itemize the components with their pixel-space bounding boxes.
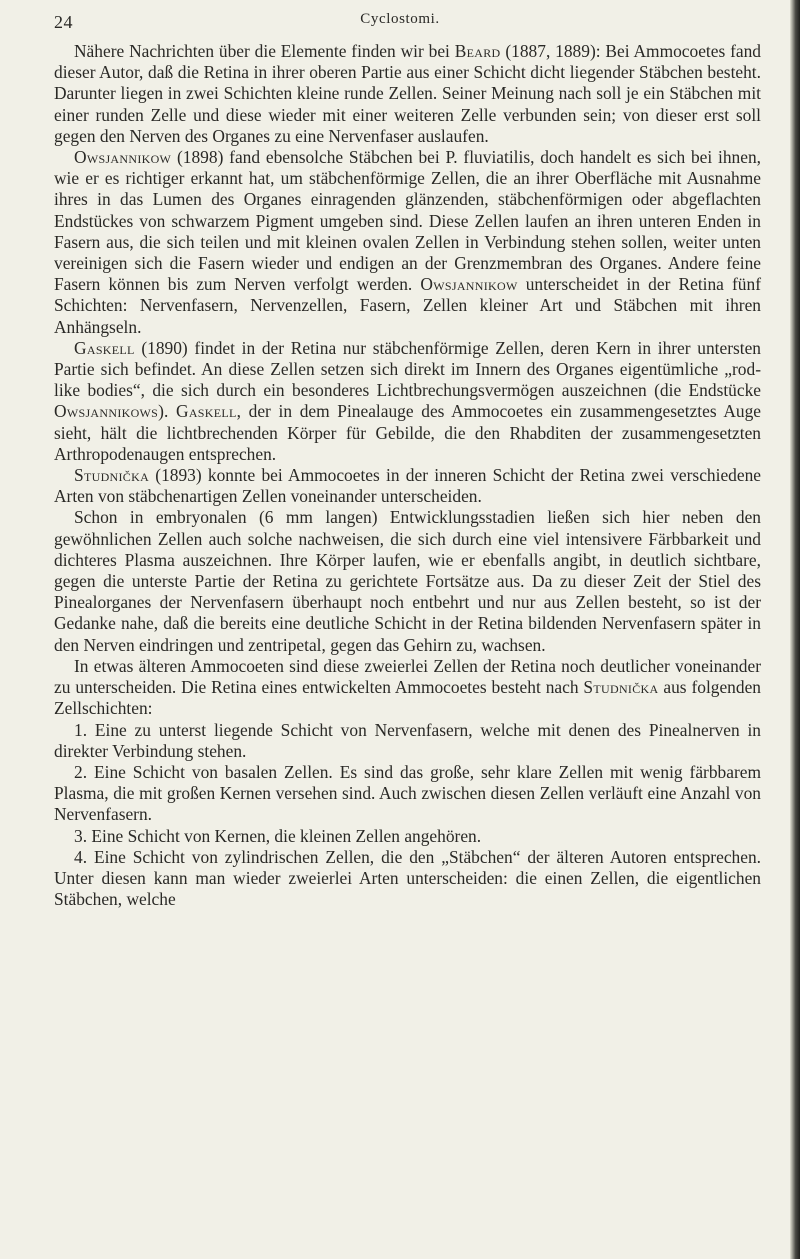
author-name: Owsjannikow [74,147,172,168]
list-item-2: 2. Eine Schicht von basalen Zellen. Es sind das große, sehr klare Zellen mit wenig färbbarem Plasma, die mit großen Kernen versehen sind. Auch zwischen diesen Zellen verläuft eine Anzahl von Nervenfasern. [54,761,761,825]
page-edge-shadow [790,0,800,1259]
author-name: Studnička [74,465,150,486]
paragraph-embryonal: Schon in embryonalen (6 mm langen) Entwicklungsstadien ließen sich hier neben den gewöhnlichen Zellen auch solche nachweisen, die sich durch eine viel intensivere Färbbarkeit und dichteres Plasma auszeichnen. Ihre Körper laufen, wie er ebenfalls angibt, in deutlich sichtbare, gegen die unterste Partie der Retina zu gerichtete Fortsätze aus. Da zu dieser Zeit der Stiel des Pinealorganes der Nervenfasern überhaupt noch entbehrt und nur aus Zellen besteht, so ist der Gedanke nahe, daß die bereits eine deutliche Schicht in der Retina bildenden Nervenfasern später in den Nerven eindringen und zentripetal, gegen das Gehirn zu, wachsen. [54,507,761,655]
page-number: 24 [54,12,73,32]
author-name: Studnička [583,677,659,698]
paragraph-gaskell: Gaskell (1890) findet in der Retina nur stäbchenförmige Zellen, deren Kern in ihrer untersten Partie sich befindet. An diese Zellen setzen sich direkt im Innern des Organes eigentümliche „rod-like bodies“, die sich durch ein besonderes Lichtbrechungsvermögen auszeichnen (die Endstücke Owsjannikows). Gaskell, der in dem Pinealauge des Ammocoetes ein zusammengesetztes Auge sieht, hält die lichtbrechenden Körper für Gebilde, die den Rhabditen der zusammengesetzten Arthropodenaugen entsprechen. [54,337,761,464]
author-name: Owsjannikow [420,274,518,295]
author-name: Owsjannikows [54,401,159,422]
running-head: Cyclostomi. [360,11,440,27]
paragraph-owsjannikow: Owsjannikow (1898) fand ebensolche Stäbchen bei P. fluviatilis, doch handelt es sich bei ihnen, wie er es richtiger erkannt hat, um stäbchenförmige Zellen, die an ihrer Oberfläche mit Ausnahme ihres in das Lumen des Organes einragenden glänzenden, stäbchenförmigen oder abgeflachten Endstückes von schwarzem Pigment umgeben sind. Diese Zellen laufen an ihren unteren Enden in Fasern aus, die sich teilen und mit kleinen ovalen Zellen in Verbindung stehen sollen, weiter unten vereinigen sich die Fasern wieder und endigen an der Grenzmembran des Organes. Andere feine Fasern können bis zum Nerven verfolgt werden. Owsjannikow unterscheidet in der Retina fünf Schichten: Nervenfasern, Nervenzellen, Fasern, Zellen kleiner Art und Stäbchen mit ihren Anhängseln. [54,147,761,337]
author-name: Gaskell [175,401,237,422]
list-item-4: 4. Eine Schicht von zylindrischen Zellen, die den „Stäbchen“ der älteren Autoren entsprechen. Unter diesen kann man wieder zweierlei Arten unterscheiden: die einen Zellen, die eigentlichen Stäbchen, welche [54,846,761,910]
list-item-3: 3. Eine Schicht von Kernen, die kleinen Zellen angehören. [74,825,482,846]
list-item-1: 1. Eine zu unterst liegende Schicht von Nervenfasern, welche mit denen des Pinealnerven in direkter Verbindung stehen. [54,719,761,761]
body-text [54,41,761,910]
paragraph-studnicka: Studnička (1893) konnte bei Ammocoetes in der inneren Schicht der Retina zwei verschiedene Arten von stäbchenartigen Zellen voneinander unterscheiden. [54,465,761,507]
paragraph-older-ammocoetes: In etwas älteren Ammocoeten sind diese zweierlei Zellen der Retina noch deutlicher voneinander zu unterscheiden. Die Retina eines entwickelten Ammocoetes besteht nach Studnička aus folgenden Zellschichten: [54,655,761,719]
author-name: Gaskell [74,337,135,358]
paragraph-beard: Nähere Nachrichten über die Elemente finden wir bei Beard (1887, 1889): Bei Ammocoetes fand dieser Autor, daß die Retina in ihrer oberen Partie aus einer Schicht dicht liegender Stäbchen besteht. Darunter liegen in zwei Schichten kleine runde Zellen. Seiner Meinung nach soll je ein Stäbchen mit einer runden Zelle und diese wieder mit einer weiteren Zelle verbunden sein; von dieser erst soll gegen den Nerven des Organes zu eine Nervenfaser auslaufen. [54,41,762,146]
author-name: Beard [454,41,501,61]
page-header [40,2,760,34]
